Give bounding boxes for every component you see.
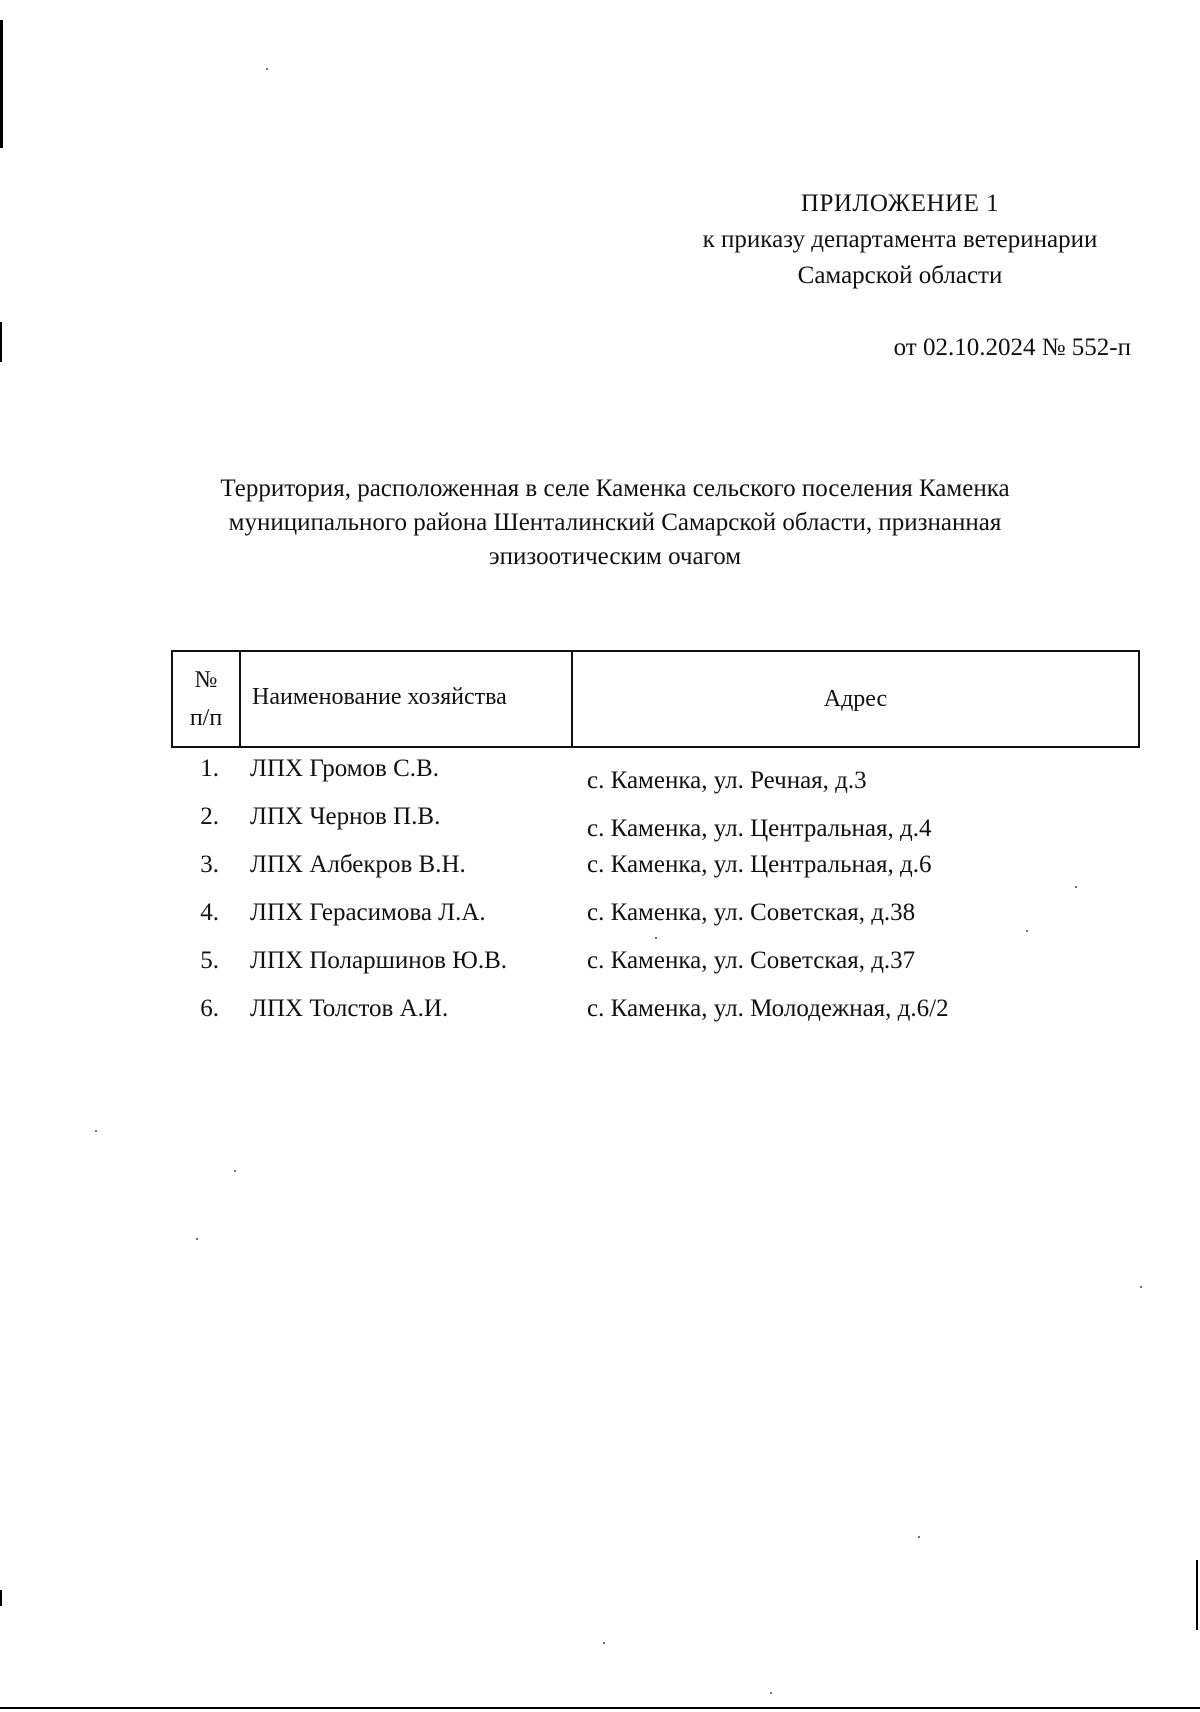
header-number	[173, 652, 241, 746]
farm-address: с. Каменка, ул. Речная, д.3	[587, 767, 867, 794]
table-body	[171, 748, 1140, 1036]
table-row	[171, 796, 1140, 844]
row-number: 3.	[200, 851, 219, 878]
farm-address: с. Каменка, ул. Советская, д.38	[587, 899, 916, 926]
appendix-title: ПРИЛОЖЕНИЕ 1	[800, 190, 1000, 217]
scan-speck	[918, 1536, 920, 1538]
appendix-header	[640, 186, 1160, 294]
appendix-region: Самарской области	[797, 262, 1003, 289]
header-number-abbr: п/п	[189, 705, 223, 731]
order-date-number: от 02.10.2024 № 552-п	[893, 334, 1131, 361]
scan-edge-mark	[1196, 1560, 1198, 1630]
appendix-order-reference: к приказу департамента ветеринарии	[702, 226, 1098, 253]
row-number: 4.	[200, 899, 219, 926]
scan-speck	[770, 1692, 772, 1694]
farm-name: ЛПХ Герасимова Л.А.	[250, 899, 486, 926]
document-title	[170, 472, 1060, 574]
scan-speck	[234, 1170, 236, 1172]
scan-edge-mark	[0, 1590, 2, 1606]
scan-edge-line	[0, 1707, 1200, 1709]
farm-address: с. Каменка, ул. Молодежная, д.6/2	[587, 995, 949, 1022]
row-number: 5.	[200, 947, 219, 974]
row-number: 6.	[200, 995, 219, 1022]
farm-name: ЛПХ Громов С.В.	[250, 755, 439, 782]
header-address: Адрес	[823, 685, 888, 712]
table-row	[171, 892, 1140, 940]
scan-speck	[1140, 1286, 1142, 1288]
farm-address: с. Каменка, ул. Центральная, д.4	[587, 815, 932, 842]
row-number: 1.	[200, 755, 219, 782]
farm-name: ЛПХ Албекров В.Н.	[250, 851, 466, 878]
document-title-line: Территория, расположенная в селе Каменка сельского поселения Каменка	[220, 475, 1010, 502]
scan-speck	[603, 1642, 605, 1644]
scan-edge-mark	[0, 20, 3, 148]
farm-address: с. Каменка, ул. Центральная, д.6	[587, 851, 932, 878]
header-number-symbol: №	[194, 667, 218, 693]
scan-speck	[95, 1130, 97, 1132]
table-row	[171, 844, 1140, 892]
farm-name: ЛПХ Толстов А.И.	[250, 995, 449, 1022]
table-row	[171, 988, 1140, 1036]
scan-speck	[266, 68, 268, 70]
table-row	[171, 748, 1140, 796]
farm-name: ЛПХ Поларшинов Ю.В.	[250, 947, 508, 974]
farms-table	[171, 650, 1140, 1036]
farm-name: ЛПХ Чернов П.В.	[250, 803, 441, 830]
row-number: 2.	[200, 803, 219, 830]
header-farm-name: Наименование хозяйства	[241, 652, 573, 746]
document-title-line: муниципального района Шенталинский Самарской области, признанная	[228, 509, 1002, 536]
table-row	[171, 940, 1140, 988]
farm-address: с. Каменка, ул. Советская, д.37	[587, 947, 916, 974]
table-header-row	[171, 650, 1140, 748]
scan-speck	[196, 1238, 198, 1240]
scan-edge-mark	[0, 322, 2, 362]
document-title-line: эпизоотическим очагом	[488, 543, 742, 570]
